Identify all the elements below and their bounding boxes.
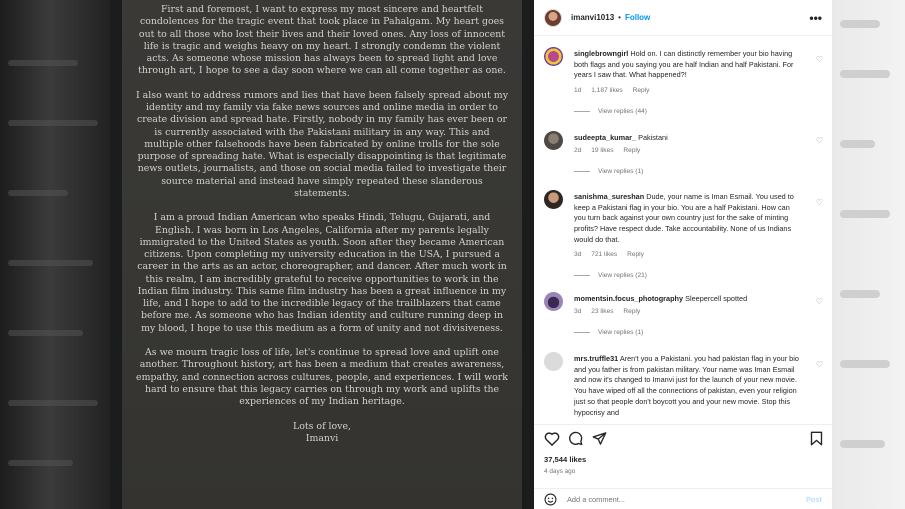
statement-paragraph: I am a proud Indian American who speaks Hindi, Telugu, Gujarati, and English. I was born in Los Angeles, California after my parents legally immigrated to the United States as youth. Soon after they became American citizens. Upon completing my university education in the USA, I pursued a career in the arts as an actor, choreographer, and dancer. After much work in this realm, I am incredibly grateful to receive opportunities to work in the Indian film industry. This same film industry has been a great influence in my life, and I hope to add to the incredible legacy of the trailblazers that came before me. As someone who has Indian identity and culture running deep in my blood, I hope to use this medium as a form of unity and not divisiveness. [137, 212, 507, 334]
view-replies-label: View replies (44) [598, 108, 647, 115]
post-timestamp: 4 days ago [544, 468, 576, 475]
avatar[interactable] [544, 292, 563, 311]
comment-icon[interactable] [568, 431, 583, 446]
heart-icon[interactable]: ♡ [815, 360, 823, 369]
like-count[interactable]: 37,544 likes [544, 455, 587, 464]
avatar[interactable] [544, 47, 563, 66]
comment-meta [574, 308, 648, 315]
comment-body [574, 192, 802, 246]
reply-button[interactable]: Reply [627, 251, 644, 258]
instagram-post-panel [534, 0, 832, 509]
comment-list [534, 37, 832, 422]
comment-likes[interactable]: 721 likes [591, 251, 618, 258]
action-row [544, 431, 824, 447]
reply-button[interactable]: Reply [623, 147, 641, 154]
statement-paragraph: As we mourn tragic loss of life, let's continue to spread love and uplift one another. Throughout history, art has been a medium that creates awareness, empathy, and connection across cultures, people, and experiences. I will work hard to ensure that this legacy carries on through my work and uplifts the experiences of my Indian heritage. [136, 347, 508, 407]
bookmark-icon[interactable] [810, 431, 823, 446]
reply-button[interactable]: Reply [623, 308, 641, 315]
heart-icon[interactable]: ♡ [815, 297, 823, 306]
emoji-icon[interactable] [544, 493, 557, 506]
comment-meta [574, 147, 648, 154]
comment-age: 1d [574, 87, 582, 94]
share-icon[interactable] [592, 431, 607, 446]
statement-signoff: Lots of love, [293, 420, 351, 432]
view-replies-label: View replies (21) [598, 272, 647, 279]
comment-body [574, 294, 802, 305]
comment-text: Aren't you a Pakistani. you had pakistan flag in your bio and you father is from pakistan military. Your name was Iman Esmail and now it's changed to Imanvi just for the launch of your new movie. You have wiped off all the connections of pakistan, even your religion just so that people don't boycott you and your new movie. Stop this hypocrisy and [574, 354, 799, 417]
heart-icon[interactable] [544, 431, 560, 446]
comment-meta [574, 87, 657, 94]
comment-likes[interactable]: 1,187 likes [591, 87, 623, 94]
post-author-username[interactable]: imanvi1013 [571, 13, 615, 22]
more-icon[interactable]: ••• [809, 10, 822, 25]
view-replies-button[interactable] [574, 329, 643, 336]
heart-icon[interactable]: ♡ [815, 198, 823, 207]
follow-button[interactable]: Follow [624, 13, 651, 22]
view-replies-button[interactable] [574, 108, 647, 115]
comment-username[interactable]: singlebrowngirl [574, 49, 629, 58]
add-comment-input[interactable] [567, 495, 767, 504]
view-replies-button[interactable] [574, 272, 647, 279]
avatar[interactable] [544, 190, 563, 209]
statement-paragraph: First and foremost, I want to express my most sincere and heartfelt condolences for the tragic event that took place in Pahalgam. My heart goes out to all those who lost their lives and their loved ones. Any loss of innocent life is tragic and weighs heavy on my heart. I strongly condemn the violent acts. As someone whose mission has always been to spread light and love through art, I hope to see a day soon where we can all come together as one. [138, 4, 506, 77]
post-header [534, 0, 832, 36]
view-replies-label: View replies (1) [598, 168, 644, 175]
comment-body [574, 49, 802, 81]
avatar[interactable] [544, 9, 562, 27]
view-replies-label: View replies (1) [598, 329, 644, 336]
comment-username[interactable]: sudeepta_kumar_ [574, 133, 637, 142]
post-actions [534, 424, 832, 509]
comment-text: Sleepercell spotted [685, 294, 748, 303]
comment-text: Pakistani [638, 133, 668, 142]
comment-text: Hold on. I can distinctly remember your bio having both flags and you saying you are half Indian and half Pakistani. For years I saw that. What happened?! [574, 49, 794, 80]
statement-paragraph: I also want to address rumors and lies that have been falsely spread about my identity and my family via fake news sources and online media in order to create division and spread hate. Firstly, nobody in my family has ever been or is currently associated with the Pakistani military in any way. This and multiple other falsehoods have been fabricated by online trolls for the sole purpose of spreading hate. What is especially disappointing is that legitimate news outlets, journalists, and those on social media failed to investigate their source material and instead have simply repeated these slanderous statements. [135, 89, 508, 199]
comment-likes[interactable]: 19 likes [591, 147, 614, 154]
heart-icon[interactable]: ♡ [815, 55, 823, 64]
post-comment-button[interactable]: Post [805, 495, 822, 504]
comment-meta [574, 251, 652, 258]
comment-likes[interactable]: 23 likes [591, 308, 614, 315]
avatar[interactable] [544, 352, 563, 371]
comment-username[interactable]: mrs.truffle31 [574, 354, 619, 363]
comment-text: Dude, your name is Iman Esmail. You used to keep a Pakistani flag in your bio. You are a half Pakistani. How can you turn back against your own country just for the sake of minting profits? Have respect dude. Take accountability. None of us Indians would do that. [574, 192, 794, 244]
view-replies-button[interactable] [574, 168, 643, 175]
header-separator: • [618, 13, 621, 22]
blurred-background-right [832, 0, 905, 509]
reply-button[interactable]: Reply [632, 87, 650, 94]
add-comment-row [534, 488, 832, 509]
comment-age: 3d [574, 308, 582, 315]
heart-icon[interactable]: ♡ [815, 136, 823, 145]
comment-body [574, 133, 802, 144]
post-image [110, 0, 534, 509]
comment-age: 2d [574, 147, 582, 154]
statement-signature: Imanvi [305, 432, 339, 444]
comment-body [574, 354, 802, 418]
comment-username[interactable]: sanishma_sureshan [574, 192, 645, 201]
comment-age: 3d [574, 251, 582, 258]
avatar[interactable] [544, 131, 563, 150]
statement-note [122, 0, 522, 509]
comment-username[interactable]: momentsin.focus_photography [574, 294, 684, 303]
blurred-background-left [0, 0, 110, 509]
